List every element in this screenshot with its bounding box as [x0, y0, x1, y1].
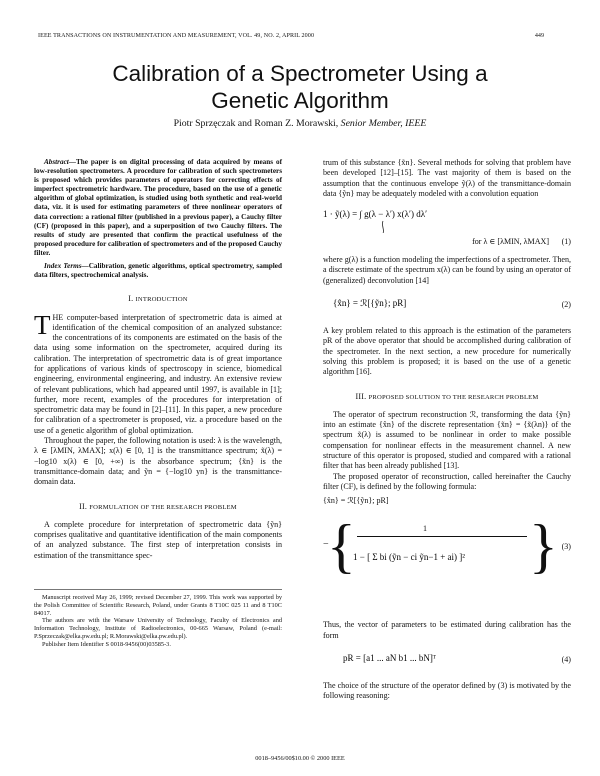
index-terms-text: Calibration, genetic algorithms, optical spectrometry, sampled data filters, spectrochemical analysis.	[34, 262, 282, 280]
right-paragraph-5: The proposed operator of reconstruction, called hereinafter the Cauchy filter (CF), is defined by the following formula:	[323, 471, 571, 491]
right-paragraph-1: trum of this substance {x̃n}. Several methods for solving that problem have been developed [12]–[15]. The vast majority of them is based on the assumption that the continuous envelope ỹ(λ) of the transmittance-domain data {ỹn} may be adequately modeled with a convolution equation	[323, 158, 571, 198]
abstract	[34, 158, 282, 258]
abstract-text: The paper is on digital processing of data acquired by means of low-resolution spectrometers. A procedure for calibration of such spectrometers is proposed which provides parameters of operators for correcting effects of imperfect spectrometric hardware. The procedure, based on the use of a genetic algorithm of global optimization, is studied using both synthetic and real-world data, viz. it is used for estimating parameters of three nonlinear operators of data correction: a rational filter (published in a previous paper), a Cauchy filter (CF) (proposed in this paper), and a superposition of two Cauchy filters. The results of study are presented that confirm the practical usefulness of the proposed procedure for calibration of spectrometers and of the proposed Cauchy filter.	[34, 158, 282, 257]
right-paragraph-2: where g(λ) is a function modeling the imperfections of a spectrometer. Then, a discrete estimate of the spectrum x(λ) can be found by using an operator of (generalized) deconvolution [14]	[323, 255, 571, 285]
equation-1-graphic	[323, 205, 523, 233]
footnote-identifier: Publisher Item Identifier S 0018-9456(00)03585-3.	[42, 640, 171, 648]
equation-3-left-brace: {	[327, 513, 356, 580]
svg-text:1 − [ Σ bi (ỹn − ci ỹn−1 + ai): 1 − [ Σ bi (ỹn − ci ỹn−1 + ai) ]²	[353, 552, 465, 563]
index-terms-label: Index Terms—	[44, 262, 89, 271]
svg-text:1 · ỹ(λ) = ∫ g(λ − λ′) x(λ′) d: 1 · ỹ(λ) = ∫ g(λ − λ′) x(λ′) dλ′	[323, 209, 428, 220]
equation-4-graphic	[343, 647, 543, 669]
equation-4	[323, 647, 571, 675]
section-2-heading: II. FORMULATION OF THE RESEARCH PROBLEM	[79, 501, 237, 511]
left-column	[34, 158, 282, 649]
equation-2-graphic	[333, 292, 533, 314]
right-column	[323, 158, 571, 701]
copyright-line: 0018–9456/00$10.00 © 2000 IEEE	[255, 755, 345, 762]
equation-3	[323, 496, 571, 616]
right-paragraph-7: The choice of the structure of the operator defined by (3) is motivated by the following reasoning:	[323, 680, 571, 701]
title-line-2: Genetic Algorithm	[211, 88, 389, 113]
equation-2-number: (2)	[561, 300, 571, 310]
section-1-heading: I. INTRODUCTION	[128, 294, 188, 304]
equation-3-right-brace: }	[529, 513, 558, 580]
author-role: Senior Member, IEEE	[340, 118, 427, 129]
footnote-received: Manuscript received May 26, 1999; revised December 27, 1999. This work was supported by the Polish Committee of Scientific Research, Poland, under Grants 8 T10C 025 11 and 8 T10C 84017.	[34, 594, 282, 617]
section-2-paragraph: A complete procedure for interpretation of spectrometric data {ỹn} comprises qualitative and quantitative identification of the main components of an analyzed substance. The first step of interpretation consists in estimation of the transmittance spec-	[34, 519, 282, 560]
author-names: Piotr Sprzęczak and Roman Z. Morawski,	[173, 118, 339, 129]
right-paragraph-3: A key problem related to this approach is the estimation of the parameters pR of the above operator that should be accomplished during calibration of the spectrometer. In the next section, a new procedure for numerically solving this problem is proposed; it is based on the use of a genetic algorithm [16].	[323, 326, 571, 377]
right-paragraph-4: The operator of spectrum reconstruction ℛ, transforming the data {ỹn} into an estimate {x̂n} of the discrete representation {x̃n} = {x̃(λn)} of the spectrum x̃(λ) is assumed to be nonlinear in order to make possible compensation for nonlinear effects in the measurement channel. A new structure of this operator is proposed, studied and compared with a rational filter that has been already published [13].	[323, 409, 571, 471]
svg-text:pR = [a1 ... aN b1 ... bN]ᵀ: pR = [a1 ... aN b1 ... bN]ᵀ	[343, 652, 437, 663]
equation-3-number: (3)	[561, 542, 571, 552]
svg-text:{x̂n} = ℛ[{ỹn}; pR]: {x̂n} = ℛ[{ỹn}; pR]	[333, 298, 407, 309]
equation-2	[323, 292, 571, 320]
equation-3-numerator: 1	[423, 524, 428, 534]
title-line-1: Calibration of a Spectrometer Using a	[112, 61, 488, 86]
equation-1-number: (1)	[561, 237, 571, 247]
intro-paragraph-1: THE computer-based interpretation of spectrometric data is aimed at identification of the chemical composition of an analyzed substance: the concentrations of its components are estimated on the basis of the data using some information on the spectrometer, acquired during its calibration. The interpretation of spectrometric data is of great importance for applications of various kinds of spectroscopy in science, biomedical engineering, environmental engineering, and industry. An extensive review of relevant publications, which had appeared until 1997, is available in [1]; further, more recent, examples of the procedures for interpretation of spectrometric data may be found in [2]–[11]. In this paper, a new procedure for calibration of a spectrometer is proposed, viz. a procedure based on the use of a genetic algorithm of global optimization.	[34, 309, 282, 435]
paper-title	[60, 60, 540, 114]
equation-3-minus: −	[323, 539, 329, 551]
equation-1-range: for λ ∈ [λMIN, λMAX]	[472, 237, 549, 247]
page-number: 449	[534, 33, 544, 39]
equation-4-number: (4)	[561, 654, 571, 664]
footnotes	[34, 589, 282, 649]
equation-3-lhs: {x̂n} = ℛ[{ỹn}; pR]	[323, 496, 389, 506]
index-terms	[34, 262, 282, 280]
equation-3-denominator	[353, 540, 528, 580]
equation-1	[323, 205, 571, 249]
running-header: IEEE TRANSACTIONS ON INSTRUMENTATION AND MEASUREMENT, VOL. 49, NO. 2, APRIL 2000	[38, 33, 315, 39]
equation-3-fraction-bar	[357, 536, 527, 537]
abstract-label: Abstract—	[44, 158, 76, 166]
authors	[60, 118, 540, 129]
intro-paragraph-2: Throughout the paper, the following notation is used: λ is the wavelength, λ ∈ [λMIN, λMAX]; x(λ) ∈ [0, 1] is the transmittance spectrum; x̃(λ) = −log10 x(λ) ∈ [0, +∞) is the absorbance spectrum; {x̃n} is the transmittance-domain data; and ỹn = {−log10 yn} is the transmittance-domain data.	[34, 436, 282, 487]
footnote-authors: The authors are with the Warsaw University of Technology, Faculty of Electronics and Information Technology, Institute of Radioelectronics, 00-665 Warsaw, Poland (e-mail: P.Sprzeczak@elka.pw.edu.pl; R.Morawski@elka.pw.edu.pl).	[34, 617, 282, 641]
section-3-heading: III. PROPOSED SOLUTION TO THE RESEARCH PROBLEM	[355, 391, 539, 401]
right-paragraph-6: Thus, the vector of parameters to be estimated during calibration has the form	[323, 620, 571, 640]
drop-cap: T	[34, 309, 51, 340]
